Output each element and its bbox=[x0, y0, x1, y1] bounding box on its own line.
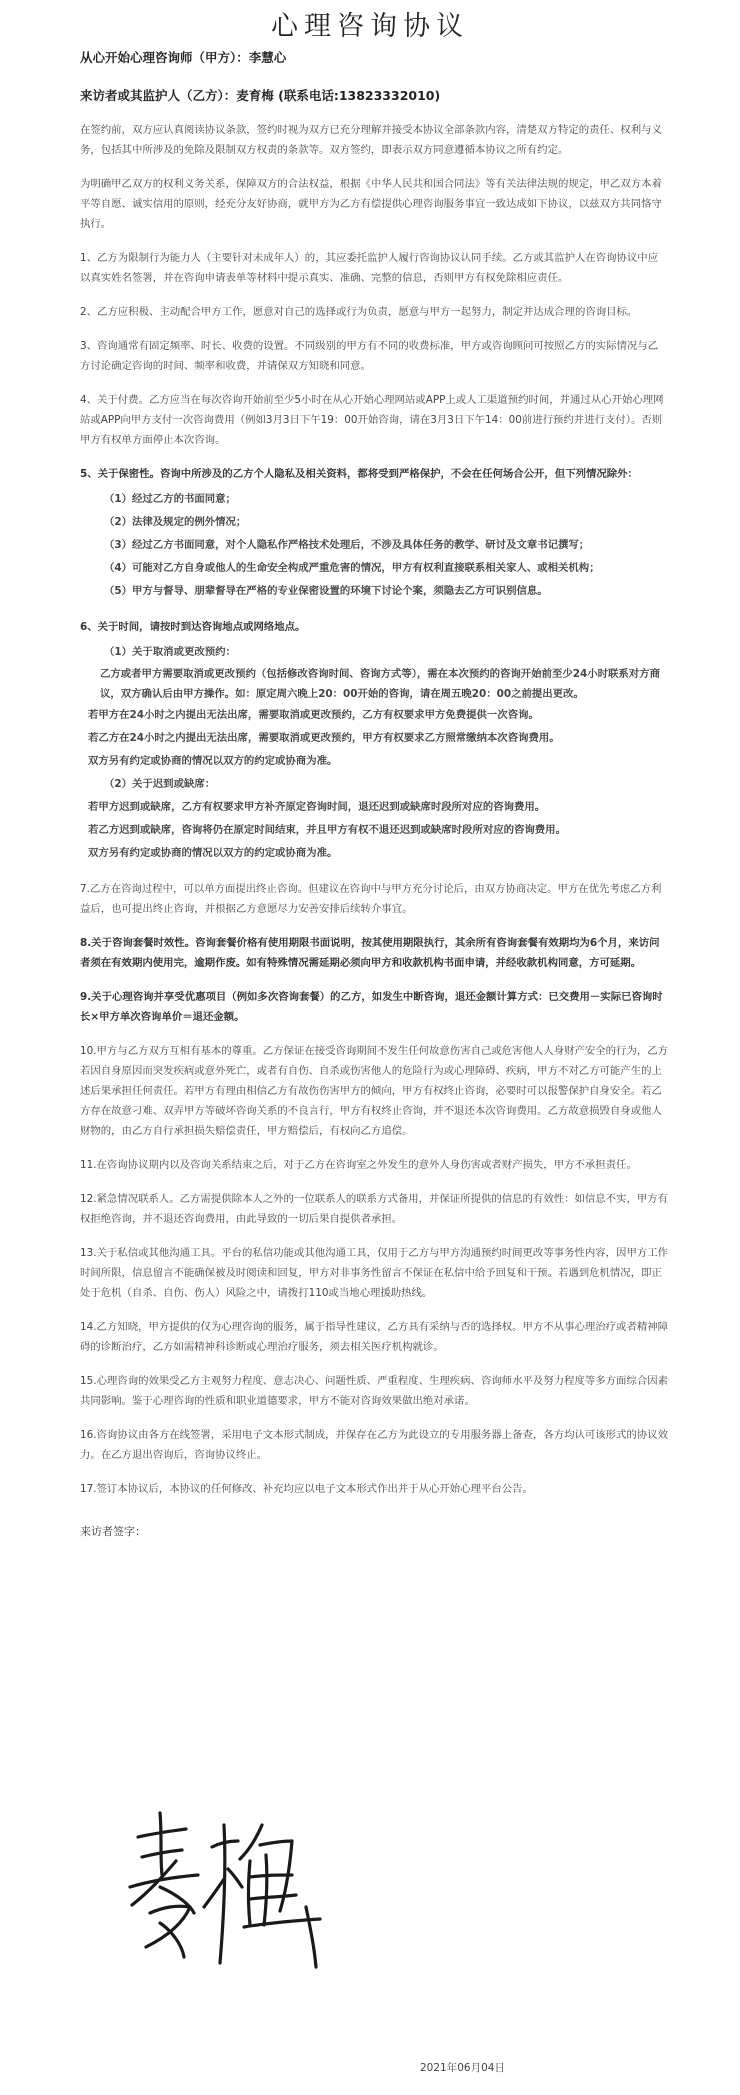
clause-17: 17.签订本协议后，本协议的任何修改、补充均应以电子文本形式作出并于从心开始心理平台公告。 bbox=[80, 1483, 533, 1495]
page-title: 心理咨询协议 bbox=[271, 11, 469, 42]
party-a: 从心开始心理咨询师（甲方）：李慧心 bbox=[80, 50, 287, 65]
clause-3: 3、咨询通常有固定频率、时长、收费的设置。不同级别的甲方有不同的收费标准，甲方或咨询顾问可按照乙方的实际情况与乙方讨论确定咨询的时间、频率和收费，并请保双方知晓和同意。 bbox=[80, 340, 659, 372]
clause-6-item: 若甲方在24小时之内提出无法出席，需要取消或更改预约，乙方有权要求甲方免费提供一次咨询。 bbox=[88, 709, 539, 721]
clause-2: 2、乙方应积极、主动配合甲方工作，愿意对自己的选择或行为负责，愿意与甲方一起努力，制定并达成合理的咨询目标。 bbox=[80, 306, 638, 318]
clause-12: 12.紧急情况联系人。乙方需提供除本人之外的一位联系人的联系方式备用，并保证所提供的信息的有效性：如信息不实，甲方有权拒绝咨询，并不退还咨询费用，由此导致的一切后果自提供者承担。 bbox=[80, 1193, 669, 1225]
clause-6-details bbox=[80, 641, 668, 865]
clause-6-item: 若乙方迟到或缺席，咨询将仍在原定时间结束，并且甲方有权不退还迟到或缺席时段所对应的咨询费用。 bbox=[88, 824, 566, 836]
clause-9: 9.关于心理咨询并享受优惠项目（例如多次咨询套餐）的乙方，如发生中断咨询，退还金额计算方式：已交费用－实际已咨询时长×甲方单次咨询单价＝退还金额。 bbox=[80, 991, 663, 1023]
clause-13: 13.关于私信或其他沟通工具。平台的私信功能或其他沟通工具，仅用于乙方与甲方沟通预约时间更改等事务性内容，因甲方工作时间所限，信息留言不能确保被及时阅读和回复，甲方对非事务性留言不保证在私信中给予回复和干预。若遇到危机情况，即正处于危机（自杀、自伤、伤人）风险之中，请拨打110或当地心理援助热线。 bbox=[80, 1247, 669, 1299]
clause-5: 5、关于保密性。咨询中所涉及的乙方个人隐私及相关资料，都将受到严格保护，不会在任何场合公开，但下列情况除外： bbox=[80, 468, 638, 480]
clause-5-exceptions bbox=[80, 488, 668, 603]
clause-6-item: 乙方或者甲方需要取消或更改预约（包括修改咨询时间、咨询方式等），需在本次预约的咨询开始前至少24小时联系对方商议，双方确认后由甲方操作。如：原定周六晚上20：00开始的咨询，请在周五晚20：00之前提出更改。 bbox=[100, 668, 660, 700]
clause-6-item: 若甲方迟到或缺席，乙方有权要求甲方补齐原定咨询时间，退还迟到或缺席时段所对应的咨询费用。 bbox=[88, 801, 546, 813]
clause-6: 6、关于时间，请按时到达咨询地点或网络地点。 bbox=[80, 621, 306, 633]
exception-item: （4）可能对乙方自身或他人的生命安全构成严重危害的情况，甲方有权利直接联系相关家人、或相关机构； bbox=[104, 562, 600, 574]
clause-6-item: 双方另有约定或协商的情况以双方的约定或协商为准。 bbox=[88, 847, 338, 859]
clause-1: 1、乙方为限制行为能力人（主要针对未成年人）的，其应委托监护人履行咨询协议认同手续。乙方或其监护人在咨询协议中应以真实姓名签署，并在咨询申请表单等材料中提示真实、准确、完整的信息，否则甲方有权免除相应责任。 bbox=[80, 252, 659, 284]
clause-7: 7.乙方在咨询过程中，可以单方面提出终止咨询。但建议在咨询中与甲方充分讨论后，由双方协商决定。甲方在优先考虑乙方利益后，也可提出终止咨询，并根据乙方意愿尽力安善安排后续转介事宜。 bbox=[80, 883, 662, 915]
signing-date: 2021年06月04日 bbox=[420, 2062, 505, 2074]
clause-15: 15.心理咨询的效果受乙方主观努力程度、意志决心、问题性质、严重程度、生理疾病、咨询师水平及努力程度等多方面综合因素共同影响。鉴于心理咨询的性质和职业道德要求，甲方不能对咨询效果做出绝对承诺。 bbox=[80, 1375, 669, 1407]
clause-8: 8.关于咨询套餐时效性。咨询套餐价格有使用期限书面说明，按其使用期限执行，其余所有咨询套餐有效期均为6个月，来访问者须在有效期内使用完，逾期作废。如有特殊情况需延期必须向甲方和收款机构书面申请，并经收款机构同意，方可延期。 bbox=[80, 937, 660, 969]
intro-paragraph-1: 在签约前，双方应认真阅读协议条款，签约时视为双方已充分理解并接受本协议全部条款内容，清楚双方特定的责任、权利与义务，包括其中所涉及的免除及限制双方权责的条款等。双方签约，即表示双方同意遵循本协议之所有约定。 bbox=[80, 124, 662, 156]
clause-16: 16.咨询协议由各方在线签署，采用电子文本形式制成，并保存在乙方为此设立的专用服务器上备查，各方均认可该形式的协议效力。在乙方退出咨询后，咨询协议终止。 bbox=[80, 1429, 669, 1461]
clause-14: 14.乙方知晓，甲方提供的仅为心理咨询的服务，属于指导性建议，乙方具有采纳与否的选择权。甲方不从事心理治疗或者精神障碍的诊断治疗，乙方如需精神科诊断或心理治疗服务，须去相关医疗机构就诊。 bbox=[80, 1321, 669, 1353]
exception-item: （5）甲方与督导、朋辈督导在严格的专业保密设置的环境下讨论个案，须隐去乙方可识别信息。 bbox=[104, 585, 548, 597]
clause-6-item: 双方另有约定或协商的情况以双方的约定或协商为准。 bbox=[88, 755, 338, 767]
clause-6-heading: （1）关于取消或更改预约： bbox=[104, 646, 236, 658]
clause-6-heading: （2）关于迟到或缺席： bbox=[104, 778, 216, 790]
clause-6-item: 若乙方在24小时之内提出无法出席，需要取消或更改预约，甲方有权要求乙方照常缴纳本次咨询费用。 bbox=[88, 732, 560, 744]
clause-11: 11.在咨询协议期内以及咨询关系结束之后，对于乙方在咨询室之外发生的意外人身伤害或者财产损失，甲方不承担责任。 bbox=[80, 1159, 637, 1171]
clause-10: 10.甲方与乙方双方互相有基本的尊重。乙方保证在接受咨询期间不发生任何故意伤害自己或危害他人人身财产安全的行为，乙方若因自身原因而突发疾病或意外死亡，或者有自伤、自杀或伤害他人的危险行为或心理障碍、疾病，甲方不对乙方可能产生的上述后果承担任何责任。若甲方有理由相信乙方有故伤伤害甲方的倾向，甲方有权终止咨询，必要时可以报警保护自身安全。若乙方存在故意刁难、双弄甲方等破坏咨询关系的不良言行，甲方有权终止咨询，并不退还本次咨询费用。乙方故意损毁自身或他人财物的，由乙方自行承担损失赔偿责任，甲方赔偿后，有权向乙方追偿。 bbox=[80, 1045, 669, 1137]
exception-item: （2）法律及规定的例外情况； bbox=[104, 516, 247, 528]
exception-item: （1）经过乙方的书面同意； bbox=[104, 493, 236, 505]
exception-item: （3）经过乙方书面同意，对个人隐私作严格技术处理后，不涉及具体任务的教学、研讨及文章书记撰写； bbox=[104, 539, 590, 551]
intro-paragraph-2: 为明确甲乙双方的权利义务关系，保障双方的合法权益，根据《中华人民共和国合同法》等有关法律法规的规定，甲乙双方本着平等自愿、诚实信用的原则，经充分友好协商，就甲方为乙方有偿提供心理咨询服务事宜一致达成如下协议，以兹双方共同恪守执行。 bbox=[80, 178, 662, 230]
handwritten-signature bbox=[120, 1795, 350, 1985]
clause-4: 4、关于付费。乙方应当在每次咨询开始前至少5小时在从心开始心理网站或APP上或人工渠道预约时间，并通过从心开始心理网站或APP向甲方支付一次咨询费用（例如3月3日下午19：00开始咨询，请在3月3日下午14：00前进行预约并进行支付）。否则甲方有权单方面停止本次咨询。 bbox=[80, 394, 664, 446]
agreement-body bbox=[80, 48, 668, 1539]
party-b: 来访者或其监护人（乙方）：麦育梅 (联系电话:13823332010) bbox=[80, 88, 441, 103]
signature-label: 来访者签字： bbox=[80, 1525, 146, 1538]
